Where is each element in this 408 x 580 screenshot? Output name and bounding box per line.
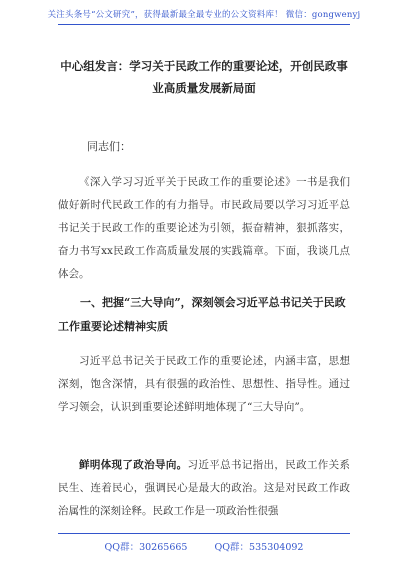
paragraph-intro: 《深入学习习近平关于民政工作的重要论述》一书是我们做好新时代民政工作的有力指导。市民政局要以学习习近平总书记关于民政工作的重要论述为引领，振奋精神，狠抓落实，奋力书写xx民政工作高质量发展的实践篇章。下面，我谈几点体会。: [58, 176, 350, 280]
section-heading-1: 一、把握“三大导向”，深刻领会习近平总书记关于民政工作重要论述精神实质: [58, 296, 346, 333]
footer-qq-group-1: QQ群：30265665: [104, 542, 188, 553]
footer-divider: [58, 533, 350, 534]
footer-contacts: [0, 539, 408, 553]
salutation: 同志们：: [87, 140, 131, 153]
footer-qq-group-2: QQ群：535304092: [214, 542, 304, 553]
paragraph-three-orientations: 习近平总书记关于民政工作的重要论述，内涵丰富，思想深刻，饱含深情，具有很强的政治性、思想性、指导性。通过学习领会，认识到重要论述鲜明地体现了“三大导向”。: [58, 355, 350, 413]
header-promo-note: 关注头条号“公文研究”，获得最新最全最专业的公文资料库！ 微信：gongwenyj: [47, 10, 361, 20]
header-divider: [58, 24, 350, 25]
document-title: 中心组发言：学习关于民政工作的重要论述，开创民政事业高质量发展新局面: [60, 59, 348, 95]
paragraph-lead-bold: 鲜明体现了政治导向。: [79, 459, 188, 471]
paragraph-political-orientation: [58, 454, 350, 523]
paragraph-body: 习近平总书记指出，民政工作关系民生、连着民心，强调民心是最大的政治。这是对民政工作政治属性的深刻诠释。民政工作是一项政治性很强: [58, 459, 351, 517]
